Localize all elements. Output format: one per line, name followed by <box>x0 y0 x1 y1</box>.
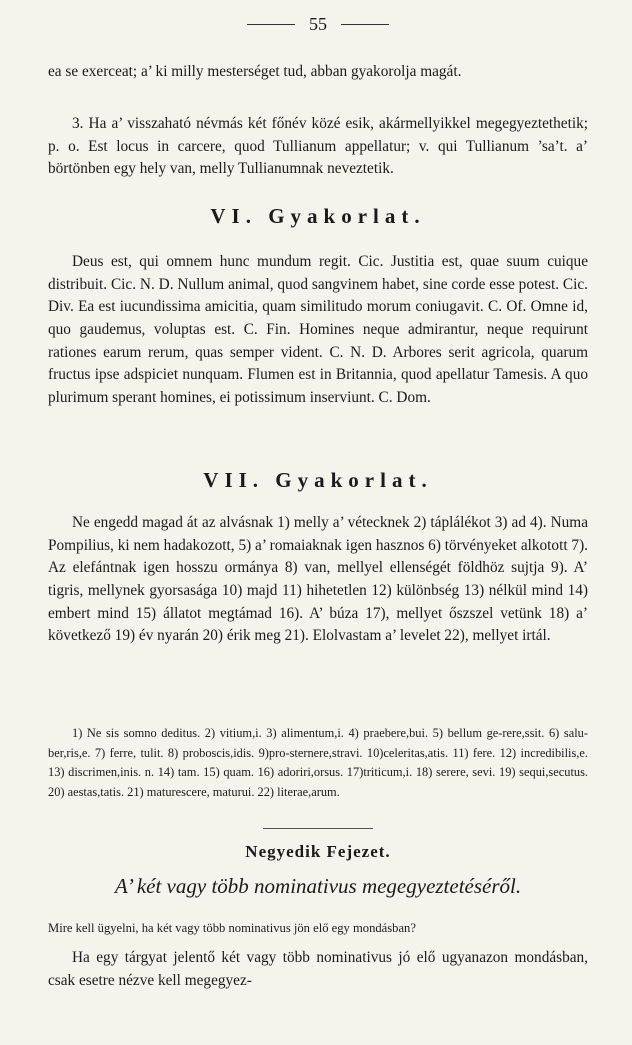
header-rule-left <box>247 24 295 25</box>
paragraph-continuation: ea se exerceat; a’ ki milly mesterséget tud, abban gyakorolja magát. <box>48 63 462 81</box>
chapter-title: Negyedik Fejezet. <box>245 842 391 861</box>
exercise-text-6: Deus est, qui omnem hunc mundum regit. Cic. Justitia est, quae suum cuique distribuit. Cic. N. D. Nullum animal, quod sangvinem habet, sine corde esse potest. Cic. Div. Ea est iucundissima amicitia, quam similitudo morum coniugavit. C. Of. Omne id, quo gaudemus, voluptas est. C. Fin. Homines neque admirantur, neque requirunt rationes earum rerum, quas semper vident. C. N. D. Arbores serit agricola, quarum fructus ipse adspiciet nunquam. Flumen est in Britannia, quod apellatur Tamesis. A quo plurimum sperant homines, ei potissimum inserviunt. C. Dom. <box>48 253 588 406</box>
footnotes: 1) Ne sis somno deditus. 2) vitium,i. 3) alimentum,i. 4) praebere,bui. 5) bellum ge-rere,ssit. 6) salu-ber,ris,e. 7) ferre, tulit. 8) proboscis,idis. 9)pro-sternere,stravi. 10)celeritas,atis. 11) fere. 12) incredibilis,e. 13) discrimen,inis. n. 14) tam. 15) quam. 16) adoriri,orsus. 17)triticum,i. 18) serere, sevi. 19) sequi,secutus. 20) aestas,tatis. 21) maturescere, maturui. 22) literae,arum. <box>48 726 588 799</box>
chapter-subtitle: A’ két vagy több nominativus megegyeztetéséről. <box>114 874 522 898</box>
exercise-heading-6: VI. Gyakorlat. <box>210 204 426 228</box>
exercise-text-7: Ne engedd magad át az alvásnak 1) melly a’ vétecknek 2) táplálékot 3) ad 4). Numa Pompilius, ki nem hadakozott, 5) a’ romaiaknak igen hasznos 6) törvényeket alkotott 7). Az elefántnak igen hosszu ormánya 8) van, mellyel ellenségét földhöz sujtja 9). A’ tigris, mellynek gyorsasága 10) majd 11) hihetetlen 12) különbség 13) nélkül mind 14) embert mind 15) állatot megtámad 16). A’ búza 17), mellyet őszszel vetünk 18) a’ következő 19) év nyarán 20) érik meg 21). Elolvastam a’ levelet 22), mellyet irtál. <box>48 514 588 645</box>
header-rule-right <box>341 24 389 25</box>
paragraph-rule-3: 3. Ha a’ visszaható névmás két főnév közé esik, akármellyikkel megegyeztethetik; p. o. Est locus in carcere, quod Tullianum appellatur; v. qui Tullianum ’sa’t. a’ börtönben egy hely van, melly Tullianumnak neveztetik. <box>48 115 588 178</box>
exercise-heading-7: VII. Gyakorlat. <box>203 468 433 492</box>
section-divider <box>263 828 373 829</box>
paragraph-last: Ha egy tárgyat jelentő két vagy több nominativus jó elő ugyanazon mondásban, csak esetre nézve kell megegyez- <box>48 949 588 989</box>
question-line: Mire kell ügyelni, ha két vagy több nominativus jön elő egy mondásban? <box>48 920 416 935</box>
page-header <box>48 14 588 35</box>
page-number: 55 <box>309 14 327 34</box>
